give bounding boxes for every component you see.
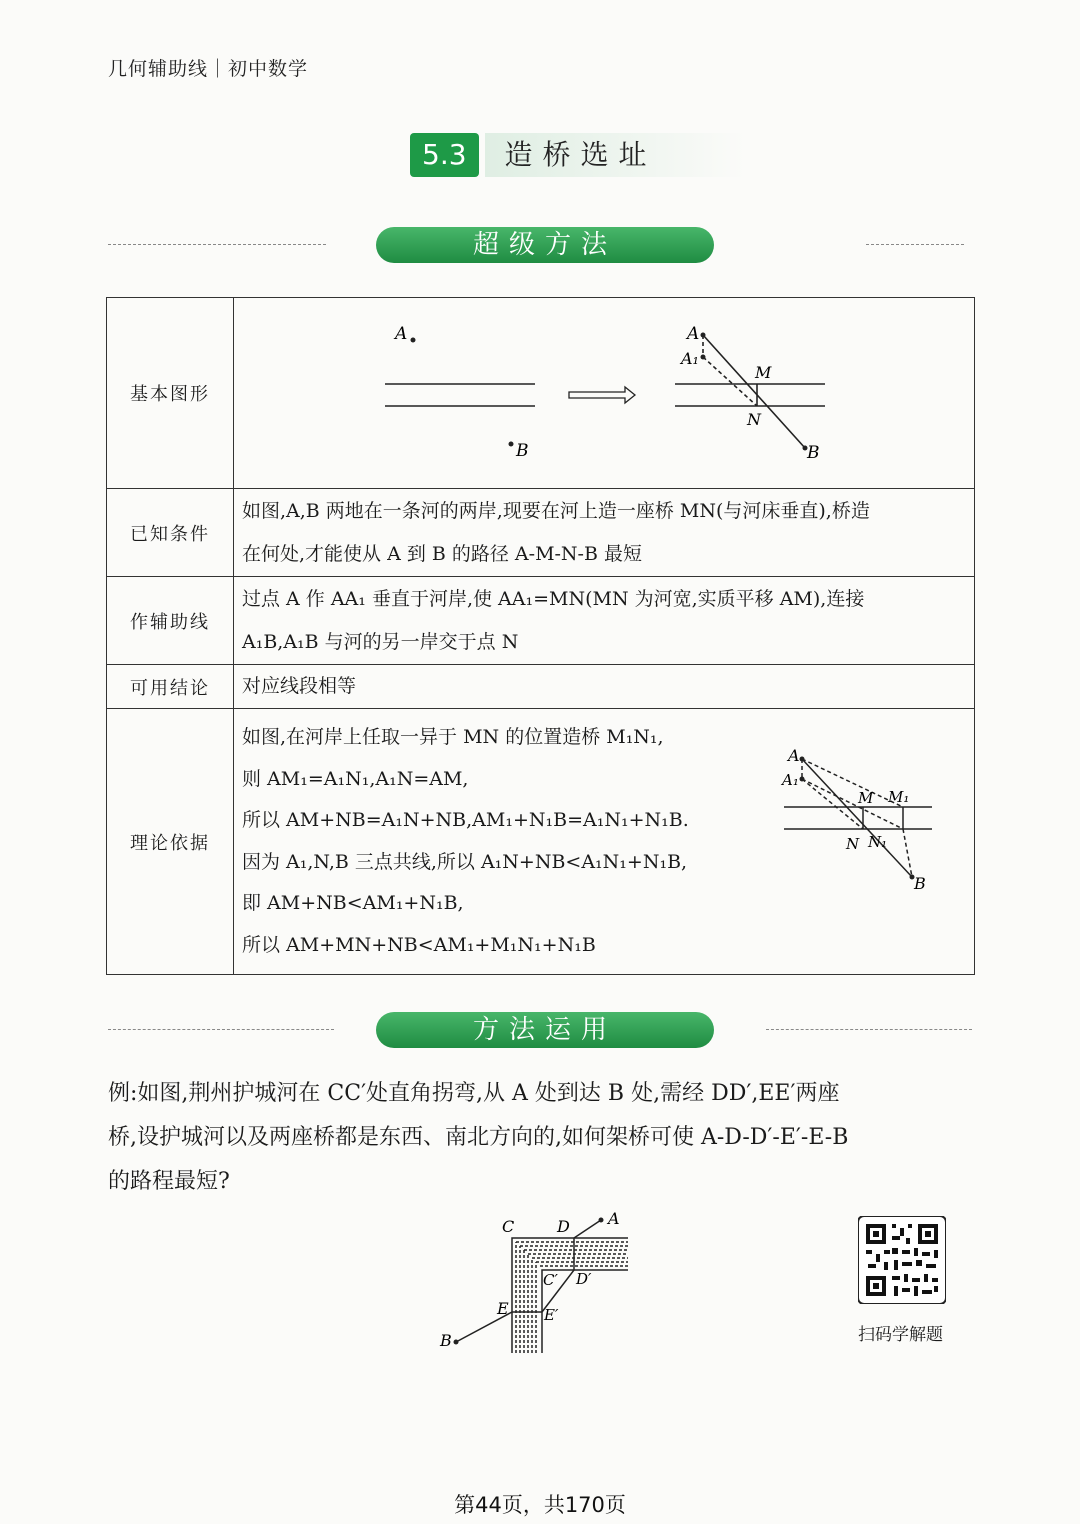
text-line: 如图,A,B 两地在一条河的两岸,现要在河上造一座桥 MN(与河床垂直),桥造 <box>242 499 870 522</box>
auxiliary-line-text <box>234 577 975 665</box>
example-text <box>108 1072 978 1204</box>
row-basic-figure <box>107 298 975 489</box>
row-label: 已知条件 <box>107 489 234 577</box>
example-figure <box>436 1208 656 1358</box>
text-line: A₁B,A₁B 与河的另一岸交于点 N <box>242 630 519 653</box>
theory-label-B: B <box>914 874 926 893</box>
basic-figure-cell <box>234 298 975 489</box>
theory-cell <box>234 709 975 975</box>
text-line: 所以 AM+MN+NB<AM₁+M₁N₁+N₁B <box>242 933 596 956</box>
book-header: 几何辅助线｜初中数学 <box>108 58 309 80</box>
text-line: 例:如图,荆州护城河在 CC′处直角拐弯,从 A 处到达 B 处,需经 DD′,EE′两座 <box>108 1081 840 1106</box>
row-auxiliary-line <box>107 577 975 665</box>
text-line: 所以 AM+NB=A₁N+NB,AM₁+N₁B=A₁N₁+N₁B. <box>242 809 689 831</box>
example-label-C-prime: C′ <box>543 1271 558 1289</box>
page-footer: 第44页，共170页 <box>454 1493 626 1517</box>
example-label-E-prime: E′ <box>544 1306 559 1324</box>
theory-label-A: A <box>788 746 800 765</box>
text-line: 即 AM+NB<AM₁+N₁B, <box>242 892 464 914</box>
row-known-conditions <box>107 489 975 577</box>
divider-right <box>866 244 964 245</box>
example-label-A: A <box>608 1209 620 1228</box>
divider-left-2 <box>108 1029 334 1030</box>
text-line: 因为 A₁,N,B 三点共线,所以 A₁N+NB<A₁N₁+N₁B, <box>242 850 688 873</box>
theory-label-N: N <box>846 835 860 853</box>
example-label-D: D <box>557 1217 570 1236</box>
row-label: 作辅助线 <box>107 577 234 665</box>
text-line: 在何处,才能使从 A 到 B 的路径 A-M-N-B 最短 <box>242 542 642 565</box>
row-theory <box>107 709 975 975</box>
text-line: 如图,在河岸上任取一异于 MN 的位置造桥 M₁N₁, <box>242 726 664 748</box>
section-band <box>485 133 745 177</box>
row-label: 理论依据 <box>107 709 234 975</box>
text-line: 则 AM₁=A₁N₁,A₁N=AM, <box>242 767 469 790</box>
known-conditions-text <box>234 489 975 577</box>
text-line: 桥,设护城河以及两座桥都是东西、南北方向的,如何架桥可使 A-D-D′-E′-E-B <box>108 1125 849 1150</box>
label-N-right: N <box>747 410 761 429</box>
label-A-right: A <box>687 324 700 344</box>
theory-label-A1: A₁ <box>782 771 799 789</box>
label-B-left: B <box>516 441 529 461</box>
qr-label: 扫码学解题 <box>858 1325 943 1345</box>
example-label-D-prime: D′ <box>576 1270 592 1288</box>
label-A-left: A <box>395 324 408 344</box>
example-label-E: E <box>497 1299 509 1318</box>
section-title <box>410 133 745 177</box>
banner-method: 超级方法 <box>376 227 714 263</box>
qr-code[interactable] <box>858 1216 946 1304</box>
theory-label-M1: M₁ <box>888 788 910 806</box>
theory-figure <box>774 745 944 895</box>
divider-left <box>108 244 326 245</box>
label-A1-right: A₁ <box>681 349 699 368</box>
row-conclusion <box>107 665 975 709</box>
conclusion-text: 对应线段相等 <box>234 665 975 709</box>
divider-right-2 <box>766 1029 972 1030</box>
section-number: 5.3 <box>410 133 479 177</box>
theory-label-M: M <box>858 789 874 807</box>
text-line: 的路程最短? <box>108 1169 230 1194</box>
example-label-C: C <box>502 1217 515 1236</box>
row-label: 可用结论 <box>107 665 234 709</box>
section-name: 造桥选址 <box>504 138 657 171</box>
row-label: 基本图形 <box>107 298 234 489</box>
basic-figure <box>235 299 973 487</box>
label-B-right: B <box>807 443 820 463</box>
theory-label-N1: N₁ <box>868 833 888 851</box>
text-line: 过点 A 作 AA₁ 垂直于河岸,使 AA₁=MN(MN 为河宽,实质平移 AM),连接 <box>242 587 865 610</box>
method-table <box>106 297 975 975</box>
banner-application: 方法运用 <box>376 1012 714 1048</box>
example-label-B: B <box>440 1331 452 1350</box>
label-M-right: M <box>755 363 772 382</box>
